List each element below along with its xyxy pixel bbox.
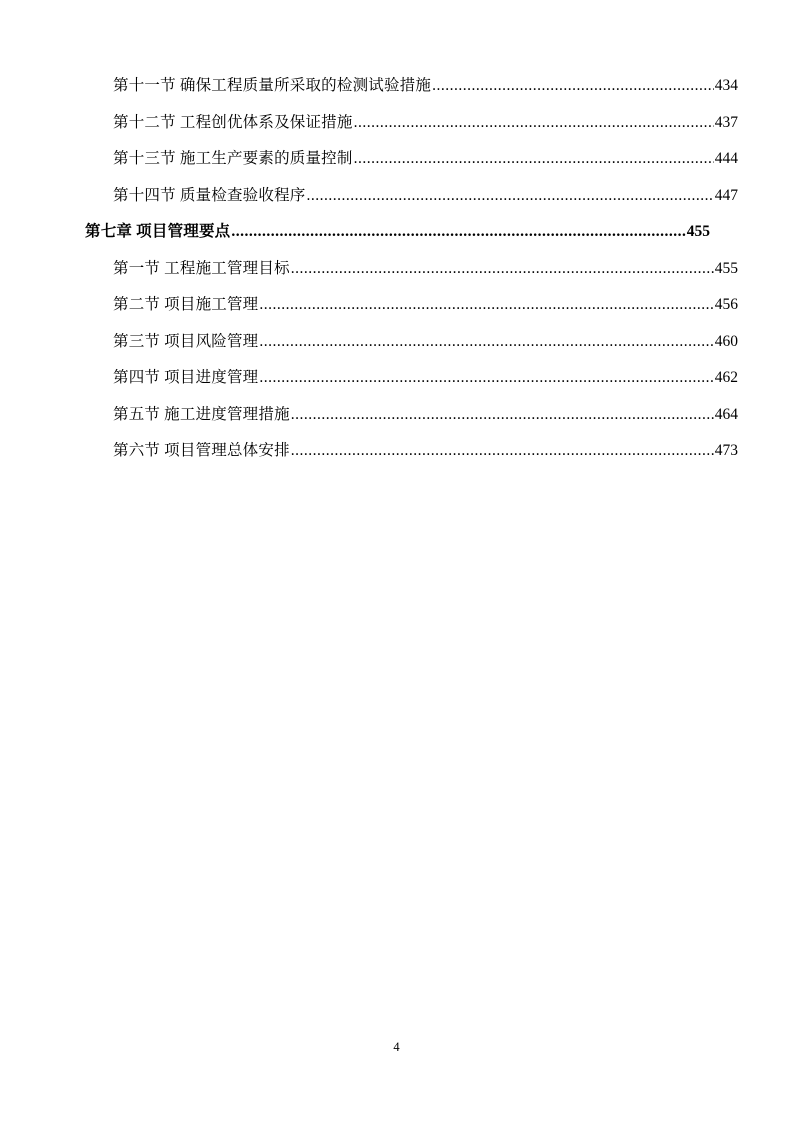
toc-entry-title: 第二节 项目施工管理: [113, 296, 259, 313]
table-of-contents: [85, 77, 738, 480]
toc-leader-dots: [259, 297, 713, 313]
toc-leader-dots: [291, 443, 714, 459]
toc-entry[interactable]: [85, 261, 738, 277]
toc-entry[interactable]: [85, 78, 738, 94]
page-number: 4: [393, 1040, 400, 1054]
toc-leader-dots: [291, 261, 714, 277]
toc-entry[interactable]: [85, 334, 738, 350]
toc-entry-title: 第十四节 质量检查验收程序: [113, 186, 306, 204]
toc-entry-page-number: 456: [714, 296, 738, 313]
toc-entry-page-number: 473: [714, 442, 738, 459]
toc-leader-dots: [306, 188, 713, 204]
toc-entry-title: 第三节 项目风险管理: [113, 332, 259, 350]
toc-entry-page-number: 464: [714, 405, 738, 423]
toc-entry-page-number: 455: [686, 223, 710, 240]
toc-entry-title: 第七章 项目管理要点: [85, 223, 231, 240]
toc-leader-dots: [354, 151, 714, 167]
toc-entry[interactable]: [85, 443, 738, 459]
toc-entry-page-number: 437: [714, 113, 738, 131]
toc-entry-title: 第十二节 工程创优体系及保证措施: [113, 113, 353, 131]
toc-entry-page-number: 444: [714, 150, 738, 167]
toc-leader-dots: [231, 224, 685, 240]
toc-entry-title: 第五节 施工进度管理措施: [113, 405, 290, 423]
toc-entry[interactable]: [85, 224, 710, 240]
toc-entry-page-number: 460: [714, 332, 738, 350]
toc-entry-title: 第六节 项目管理总体安排: [113, 442, 290, 459]
toc-leader-dots: [291, 407, 714, 423]
toc-entry[interactable]: [85, 407, 738, 423]
toc-leader-dots: [259, 334, 713, 350]
toc-leader-dots: [354, 115, 714, 131]
toc-leader-dots: [259, 370, 713, 386]
toc-entry-page-number: 462: [714, 369, 738, 386]
toc-entry-page-number: 447: [714, 186, 738, 204]
toc-leader-dots: [432, 78, 714, 94]
toc-entry-title: 第四节 项目进度管理: [113, 369, 259, 386]
toc-entry[interactable]: [85, 370, 738, 386]
toc-entry[interactable]: [85, 151, 738, 167]
page-footer: [0, 1040, 793, 1055]
toc-entry-title: 第十三节 施工生产要素的质量控制: [113, 150, 353, 167]
toc-entry[interactable]: [85, 297, 738, 313]
toc-entry-page-number: 455: [714, 259, 738, 277]
toc-entry-title: 第一节 工程施工管理目标: [113, 259, 290, 277]
toc-entry[interactable]: [85, 188, 738, 204]
toc-entry[interactable]: [85, 115, 738, 131]
toc-entry-title: 第十一节 确保工程质量所采取的检测试验措施: [113, 77, 432, 94]
toc-entry-page-number: 434: [714, 77, 738, 94]
